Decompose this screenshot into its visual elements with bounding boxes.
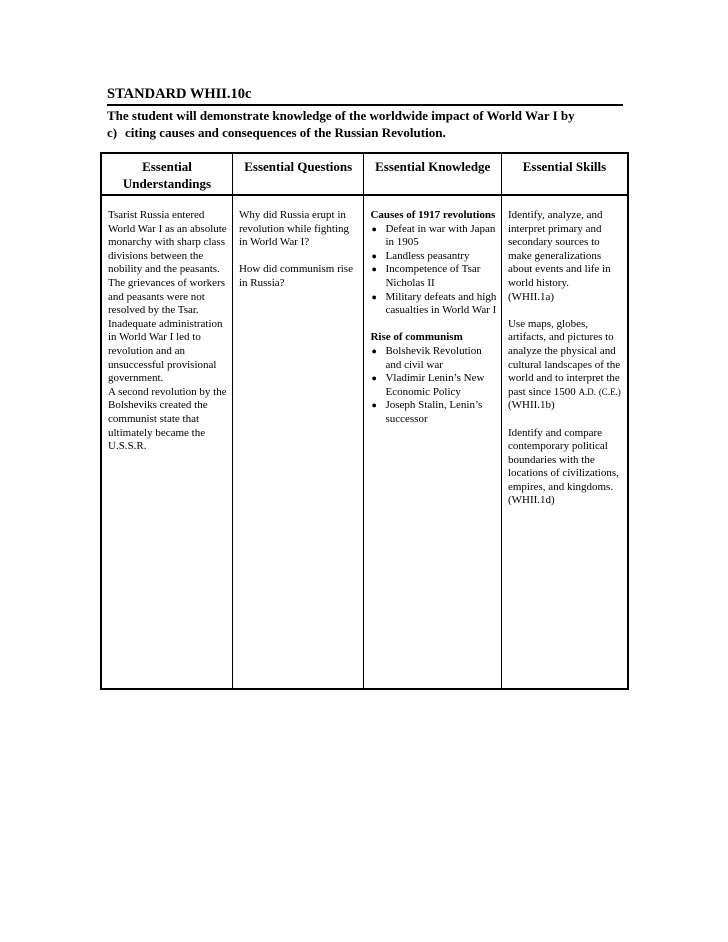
understandings-cell (101, 195, 232, 689)
bullet-icon: ● (371, 373, 377, 384)
understanding-paragraph: Tsarist Russia entered World War I as an absolute monarchy with sharp class divisions between the nobility and the peasants. The grievances of workers and peasants were not resolved by the Tsar. (108, 209, 227, 317)
header-essential-skills: Essential Skills (501, 153, 628, 195)
bullet-icon: ● (371, 291, 377, 302)
standard-item (107, 124, 623, 141)
standard-description-text: The student will demonstrate knowledge of the worldwide impact of World War I by (107, 108, 575, 123)
bullet-icon: ● (371, 250, 377, 261)
rise-list (370, 345, 497, 427)
standards-table (100, 152, 629, 690)
list-item: ● Incompetence of Tsar Nicholas II (371, 263, 481, 289)
bullet-icon: ● (371, 223, 377, 234)
bullet-icon: ● (371, 264, 377, 275)
table-body-row (101, 195, 628, 689)
bullet-icon: ● (371, 400, 377, 411)
skills-cell (501, 195, 628, 689)
understanding-paragraph: Inadequate administration in World War I led to revolution and an unsuccessful provisional government. (108, 317, 223, 385)
header-essential-questions: Essential Questions (232, 153, 363, 195)
list-item: ● Vladimir Lenin’s New Economic Policy (371, 372, 485, 398)
bullet-icon: ● (371, 345, 377, 356)
list-item: ● Military defeats and high casualties in World War I (371, 290, 497, 317)
standard-title: STANDARD WHII.10c (107, 86, 623, 106)
questions-cell (232, 195, 363, 689)
causes-list (370, 223, 497, 318)
header-essential-understandings: Essential Understandings (101, 153, 232, 195)
essential-question: Why did Russia erupt in revolution while fighting in World War I? (238, 209, 349, 249)
skill-paragraph: Identify and compare contemporary political boundaries with the locations of civilizations, empires, and kingdoms. (WHII.1d) (507, 426, 619, 507)
list-item: ● Defeat in war with Japan in 1905 (371, 222, 496, 249)
standard-description (107, 107, 623, 141)
skill-paragraph: Identify, analyze, and interpret primary and secondary sources to make generalizations about events and life in world history. (WHII.1a) (507, 209, 611, 303)
causes-title: Causes of 1917 revolutions (370, 209, 496, 221)
skill-paragraph: Use maps, globes, artifacts, and pictures to analyze the physical and cultural landscapes of the world and to interpret the past since 1500 A.D. (C.E.) (WHII.1b) (507, 317, 621, 412)
rise-title: Rise of communism (370, 331, 463, 344)
essential-question: How did communism rise in Russia? (238, 263, 353, 289)
understanding-paragraph: A second revolution by the Bolsheviks created the communist state that ultimately became the U.S.S.R. (108, 385, 227, 453)
page-heading (107, 86, 623, 141)
list-item: ● Joseph Stalin, Lenin’s successor (371, 399, 483, 425)
knowledge-cell (364, 195, 502, 689)
header-essential-knowledge: Essential Knowledge (364, 153, 502, 195)
list-item: ● Landless peasantry (371, 249, 470, 262)
standard-item-text: citing causes and consequences of the Russian Revolution. (125, 125, 446, 140)
table-header-row (101, 153, 628, 195)
standard-item-letter: c) (107, 125, 118, 140)
list-item: ● Bolshevik Revolution and civil war (371, 344, 482, 371)
